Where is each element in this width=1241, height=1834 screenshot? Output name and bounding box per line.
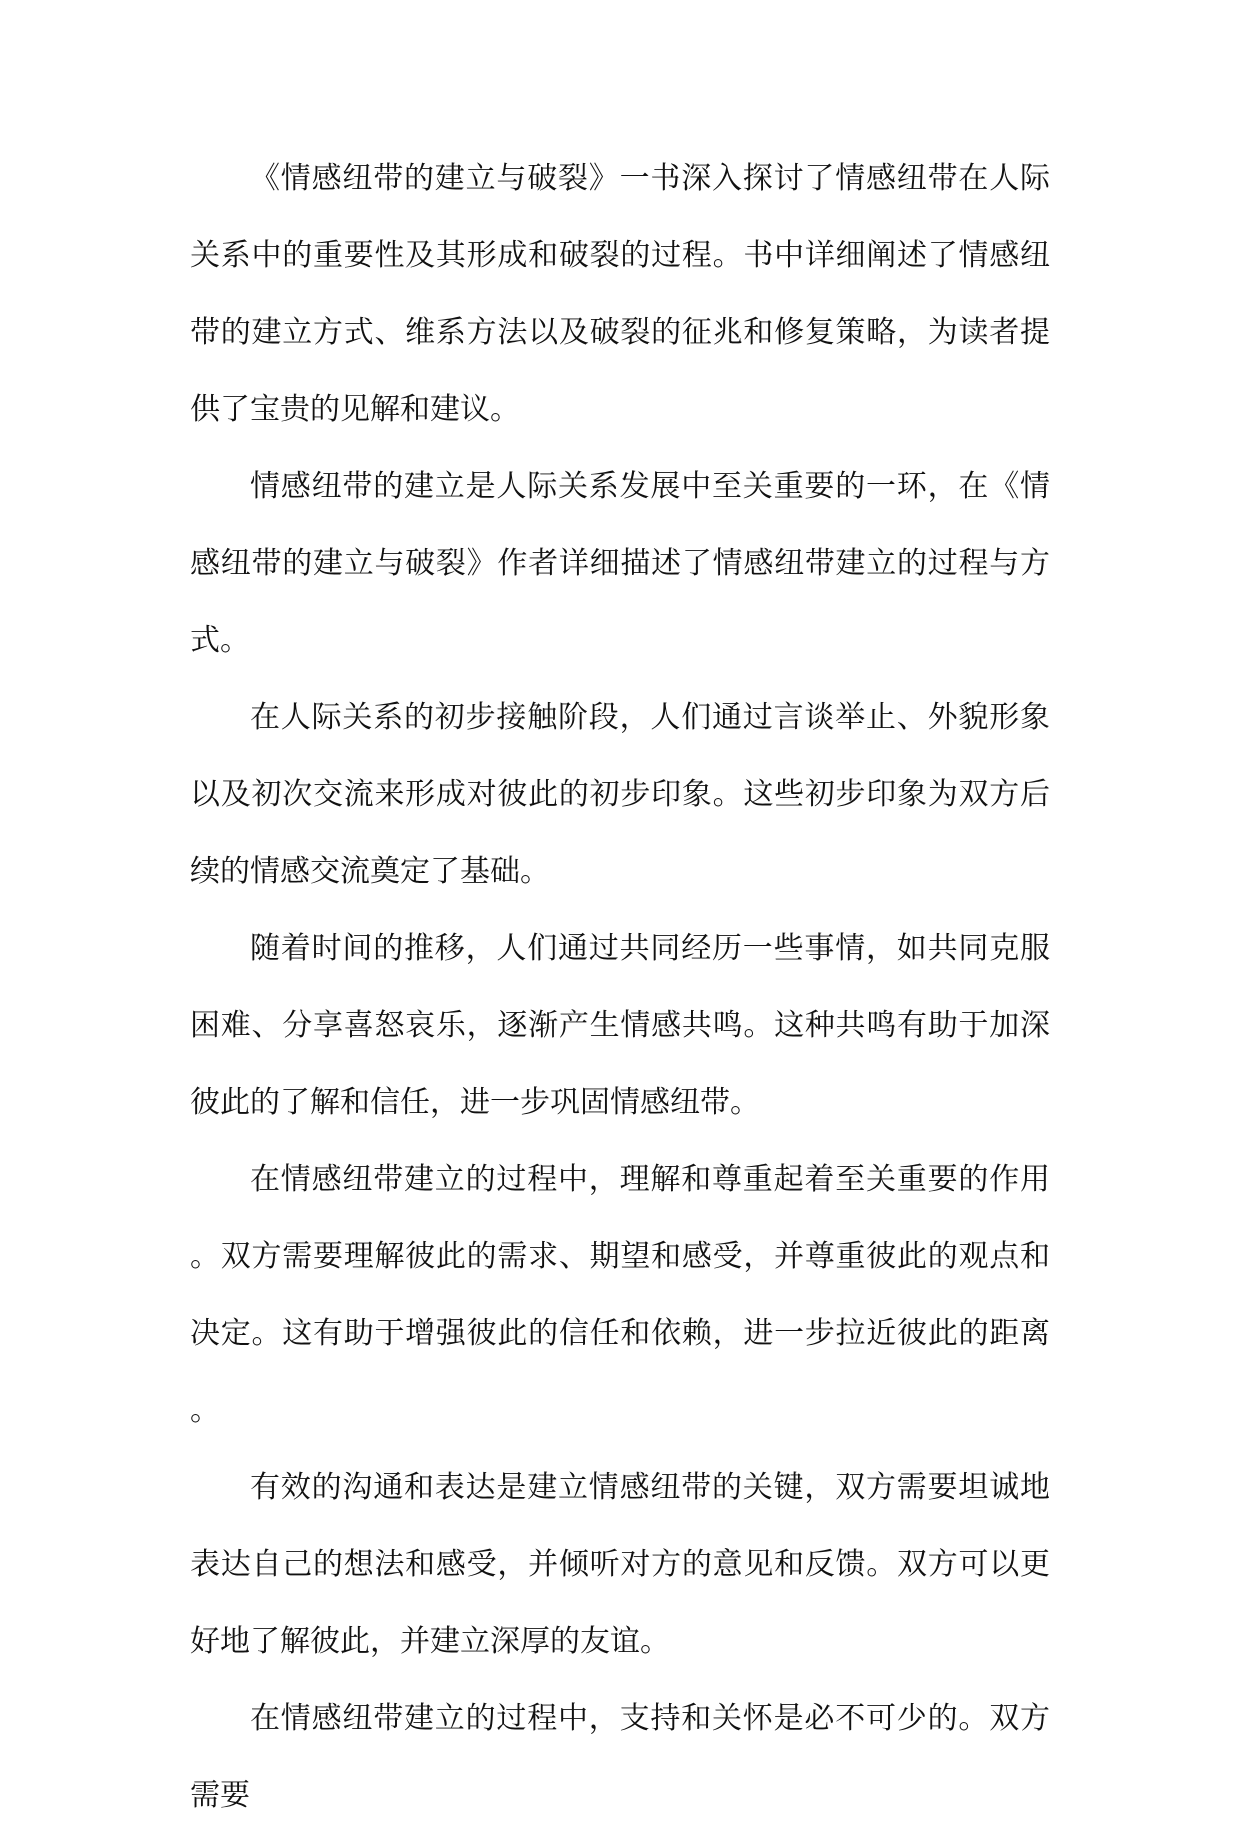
paragraph-6: 有效的沟通和表达是建立情感纽带的关键，双方需要坦诚地表达自己的想法和感受，并倾听对方的意见和反馈。双方可以更好地了解彼此，并建立深厚的友谊。: [190, 1470, 1050, 1659]
paragraph-3: 在人际关系的初步接触阶段，人们通过言谈举止、外貌形象以及初次交流来形成对彼此的初步印象。这些初步印象为双方后续的情感交流奠定了基础。: [190, 700, 1050, 889]
paragraph-2: 情感纽带的建立是人际关系发展中至关重要的一环，在《情感纽带的建立与破裂》作者详细描述了情感纽带建立的过程与方式。: [190, 469, 1050, 658]
document-page: [190, 140, 1050, 1834]
paragraph-7: 在情感纽带建立的过程中，支持和关怀是必不可少的。双方需要: [190, 1701, 1050, 1813]
paragraph-5: 在情感纽带建立的过程中，理解和尊重起着至关重要的作用。双方需要理解彼此的需求、期望和感受，并尊重彼此的观点和决定。这有助于增强彼此的信任和依赖，进一步拉近彼此的距离。: [190, 1162, 1050, 1428]
paragraph-4: 随着时间的推移，人们通过共同经历一些事情，如共同克服困难、分享喜怒哀乐，逐渐产生情感共鸣。这种共鸣有助于加深彼此的了解和信任，进一步巩固情感纽带。: [190, 931, 1050, 1120]
paragraph-1: 《情感纽带的建立与破裂》一书深入探讨了情感纽带在人际关系中的重要性及其形成和破裂的过程。书中详细阐述了情感纽带的建立方式、维系方法以及破裂的征兆和修复策略，为读者提供了宝贵的见解和建议。: [190, 161, 1050, 427]
